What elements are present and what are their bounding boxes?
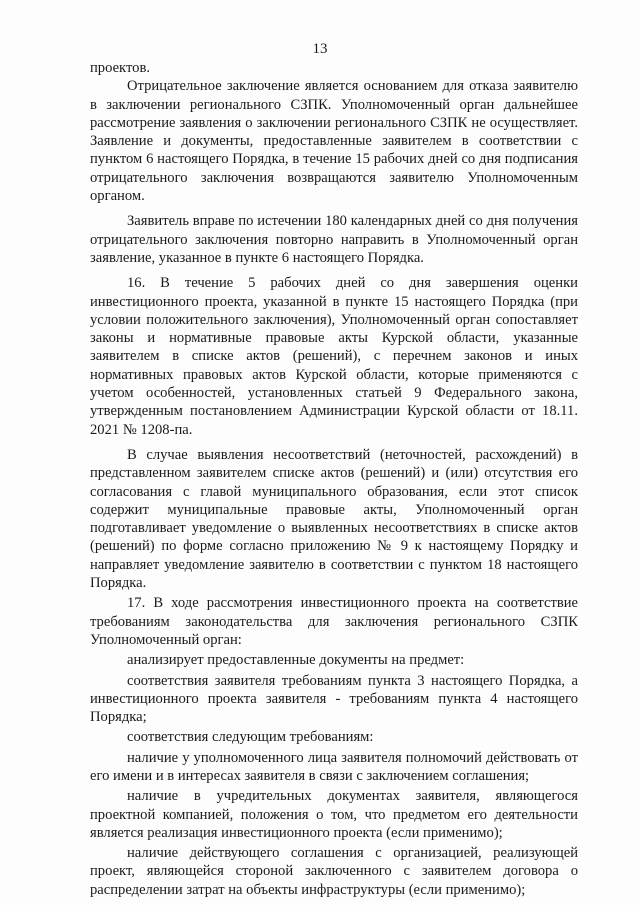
paragraph-authorized-person: наличие у уполномоченного лица заявителя полномочий действовать от его имени и в интересах заявителя в связи с заключением соглашения; [90, 749, 578, 784]
paragraph-active-agreement: наличие действующего соглашения с организацией, реализующей проект, являющейся стороной заключенного с заявителем договора о распределении затрат на объекты инфраструктуры (если применимо); [90, 845, 578, 898]
paragraph-negative-conclusion: Отрицательное заключение является основанием для отказа заявителю в заключении регионального СЗПК. Уполномоченный орган дальнейшее рассмотрение заявления о заключении регионального СЗПК не осуществляет. Заявление и документы, предоставленные заявителем в соответствии с пунктом 6 настоящего Порядка, в течение 15 рабочих дней со дня подписания отрицательного заключения возвращаются заявителю Уполномоченным органом. [90, 78, 578, 205]
paragraph-reapply: Заявитель вправе по истечении 180 календарных дней со дня получения отрицательного заключения повторно направить в Уполномоченный орган заявление, указанное в пункте 6 настоящего Порядка. [90, 213, 578, 266]
paragraph-clause-16: 16. В течение 5 рабочих дней со дня завершения оценки инвестиционного проекта, указанной в пункте 15 настоящего Порядка (при условии положительного заключения), Уполномоченный орган сопоставляет законы и нормативные правовые акты Курской области, указанные заявителем в списке актов (решений), с перечнем законов и иных нормативных правовых актов Курской области, которые применяются с учетом особенностей, установленных статьей 9 Федерального закона, утвержденным постановлением Администрации Курской области от 18.11. 2021 № 1208-па. [90, 275, 578, 438]
paragraph-clause-17: 17. В ходе рассмотрения инвестиционного проекта на соответствие требованиям законодательства для заключения регионального СЗПК Уполномоченный орган: [90, 595, 578, 648]
paragraph-compliance-clause-3: соответствия заявителя требованиям пункта 3 настоящего Порядка, а инвестиционного проекта заявителя - требованиям пункта 4 настоящего Порядка; [90, 672, 578, 726]
page-number: 13 [312, 41, 328, 57]
document-body [90, 59, 578, 899]
paragraph-analyzes: анализирует предоставленные документы на предмет: [127, 652, 465, 669]
paragraph-founding-documents: наличие в учредительных документах заявителя, являющегося проектной компанией, положения о том, что предметом его деятельности является реализация инвестиционного проекта (если применимо); [90, 788, 578, 841]
paragraph-compliance-requirements: соответствия следующим требованиям: [127, 729, 374, 746]
paragraph-discrepancies: В случае выявления несоответствий (неточностей, расхождений) в представленном заявителем списке актов (решений) и (или) отсутствия его согласования с главой муниципального образования, если этот список содержит муниципальные правовые акты, Уполномоченный орган подготавливает уведомление о выявленных несоответствиях в списке актов (решений) по форме согласно приложению № 9 к настоящему Порядку и направляет уведомление заявителю в соответствии с пунктом 18 настоящего Порядка. [90, 446, 578, 592]
paragraph-continuation: проектов. [90, 60, 150, 76]
